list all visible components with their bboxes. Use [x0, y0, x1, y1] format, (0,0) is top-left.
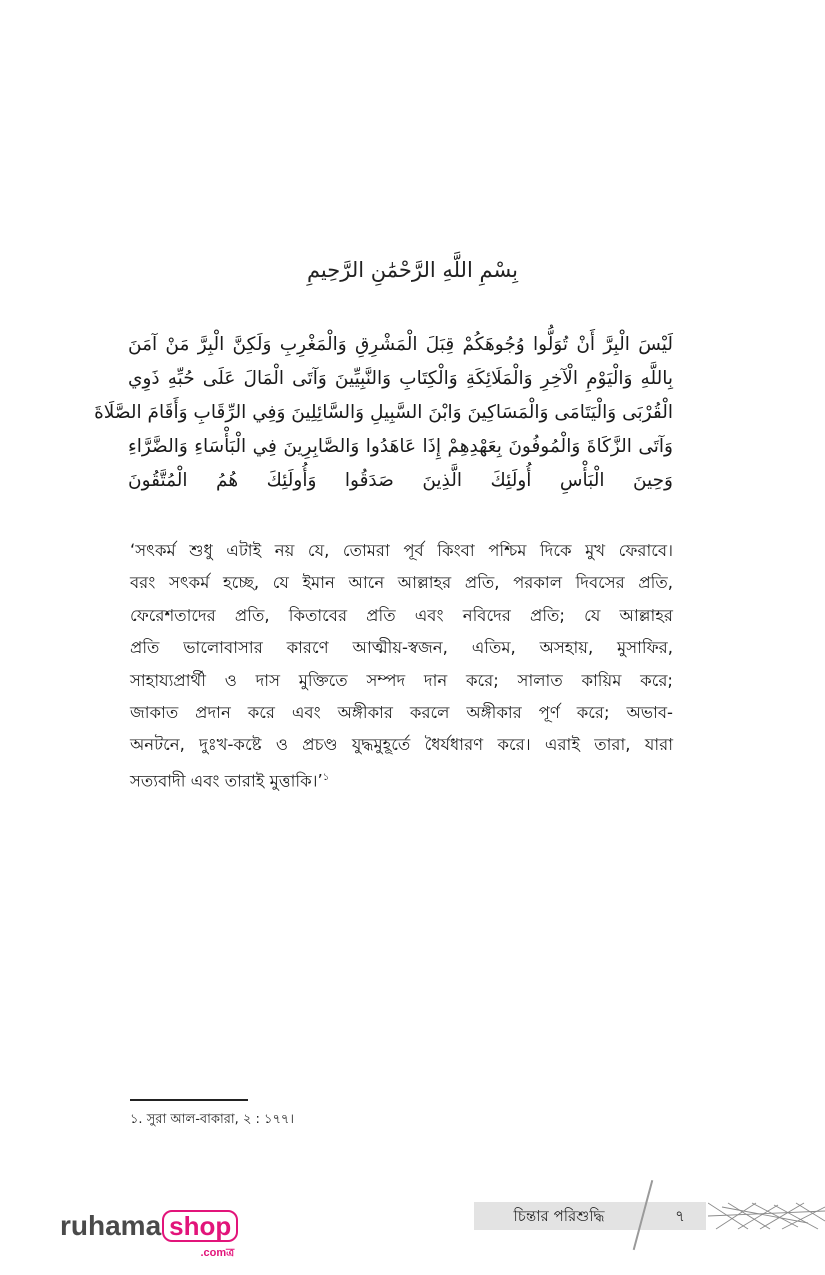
- running-footer: [474, 1201, 825, 1231]
- translation-line: প্রতি ভালোবাসার কারণে আত্মীয়-স্বজন, এতিম, অসহায়, মুসাফির,: [130, 638, 673, 658]
- bangla-translation: [130, 535, 673, 798]
- translation-line: সাহায্যপ্রার্থী ও দাস মুক্তিতে সম্পদ দান করে; সালাত কায়িম করে;: [130, 670, 673, 690]
- footnote-divider: [130, 1099, 248, 1101]
- logo-name-part1: ruhama: [60, 1210, 162, 1241]
- decorative-pattern-icon: [708, 1201, 825, 1231]
- translation-line: ‘সৎকর্ম শুধু এটাই নয় যে, তোমরা পূর্ব কিংবা পশ্চিম দিকে মুখ ফেরাবে।: [130, 541, 673, 560]
- footnote: ১. সুরা আল-বাকারা, ২ : ১৭৭।: [130, 1112, 295, 1127]
- logo-name-part2: shop: [162, 1210, 238, 1242]
- arabic-verse: [94, 328, 673, 498]
- page-number: ৭: [675, 1207, 685, 1225]
- logo-domain: .comত্র: [200, 1247, 235, 1259]
- translation-line: ফেরেশতাদের প্রতি, কিতাবের প্রতি এবং নবিদের প্রতি; যে আল্লাহর: [130, 605, 673, 625]
- translation-line: জাকাত প্রদান করে এবং অঙ্গীকার করলে অঙ্গীকার পূর্ণ করে; অভাব-: [130, 703, 673, 723]
- translation-line: [130, 762, 673, 798]
- translation-line: অনটনে, দুঃখ-কষ্টে ও প্রচণ্ড যুদ্ধমুহূর্তে ধৈর্যধারণ করে। এরাই তারা, যারা: [130, 735, 673, 755]
- arabic-verse-line: وَآتَى الزَّكَاةَ وَالْمُوفُونَ بِعَهْدِهِمْ إِذَا عَاهَدُوا وَالصَّابِرِينَ فِي الْبَأْسَاءِ وَالضَّرَّاءِ: [128, 436, 673, 457]
- ruhama-shop-logo: [60, 1210, 238, 1260]
- arabic-verse-line: لَيْسَ الْبِرَّ أَنْ تُوَلُّوا وُجُوهَكُمْ قِبَلَ الْمَشْرِقِ وَالْمَغْرِبِ وَلَكِنَّ الْبِرَّ مَنْ آمَنَ: [128, 334, 673, 355]
- translation-last-text: সত্যবাদী এবং তারাই মুত্তাকি।’: [130, 771, 323, 791]
- arabic-verse-line: الْقُرْبَى وَالْيَتَامَى وَالْمَسَاكِينَ وَابْنَ السَّبِيلِ وَالسَّائِلِينَ وَفِي الرِّقَابِ وَأَقَامَ الصَّلَاةَ: [94, 402, 673, 423]
- arabic-verse-line: وَحِينَ الْبَأْسِ أُولَئِكَ الَّذِينَ صَدَقُوا وَأُولَئِكَ هُمُ الْمُتَّقُونَ: [128, 470, 673, 491]
- translation-line: বরং সৎকর্ম হচ্ছে, যে ইমান আনে আল্লাহর প্রতি, পরকাল দিবসের প্রতি,: [130, 573, 673, 593]
- bismillah-calligraphy: بِسْمِ اللَّهِ الرَّحْمَٰنِ الرَّحِيمِ: [306, 258, 519, 282]
- arabic-verse-line: بِاللَّهِ وَالْيَوْمِ الْآخِرِ وَالْمَلَائِكَةِ وَالْكِتَابِ وَالنَّبِيِّينَ وَآتَى الْمَالَ عَلَى حُبِّهِ ذَوِي: [128, 368, 673, 389]
- footnote-marker[interactable]: ১: [322, 771, 330, 783]
- book-title: চিন্তার পরিশুদ্ধি: [513, 1207, 605, 1225]
